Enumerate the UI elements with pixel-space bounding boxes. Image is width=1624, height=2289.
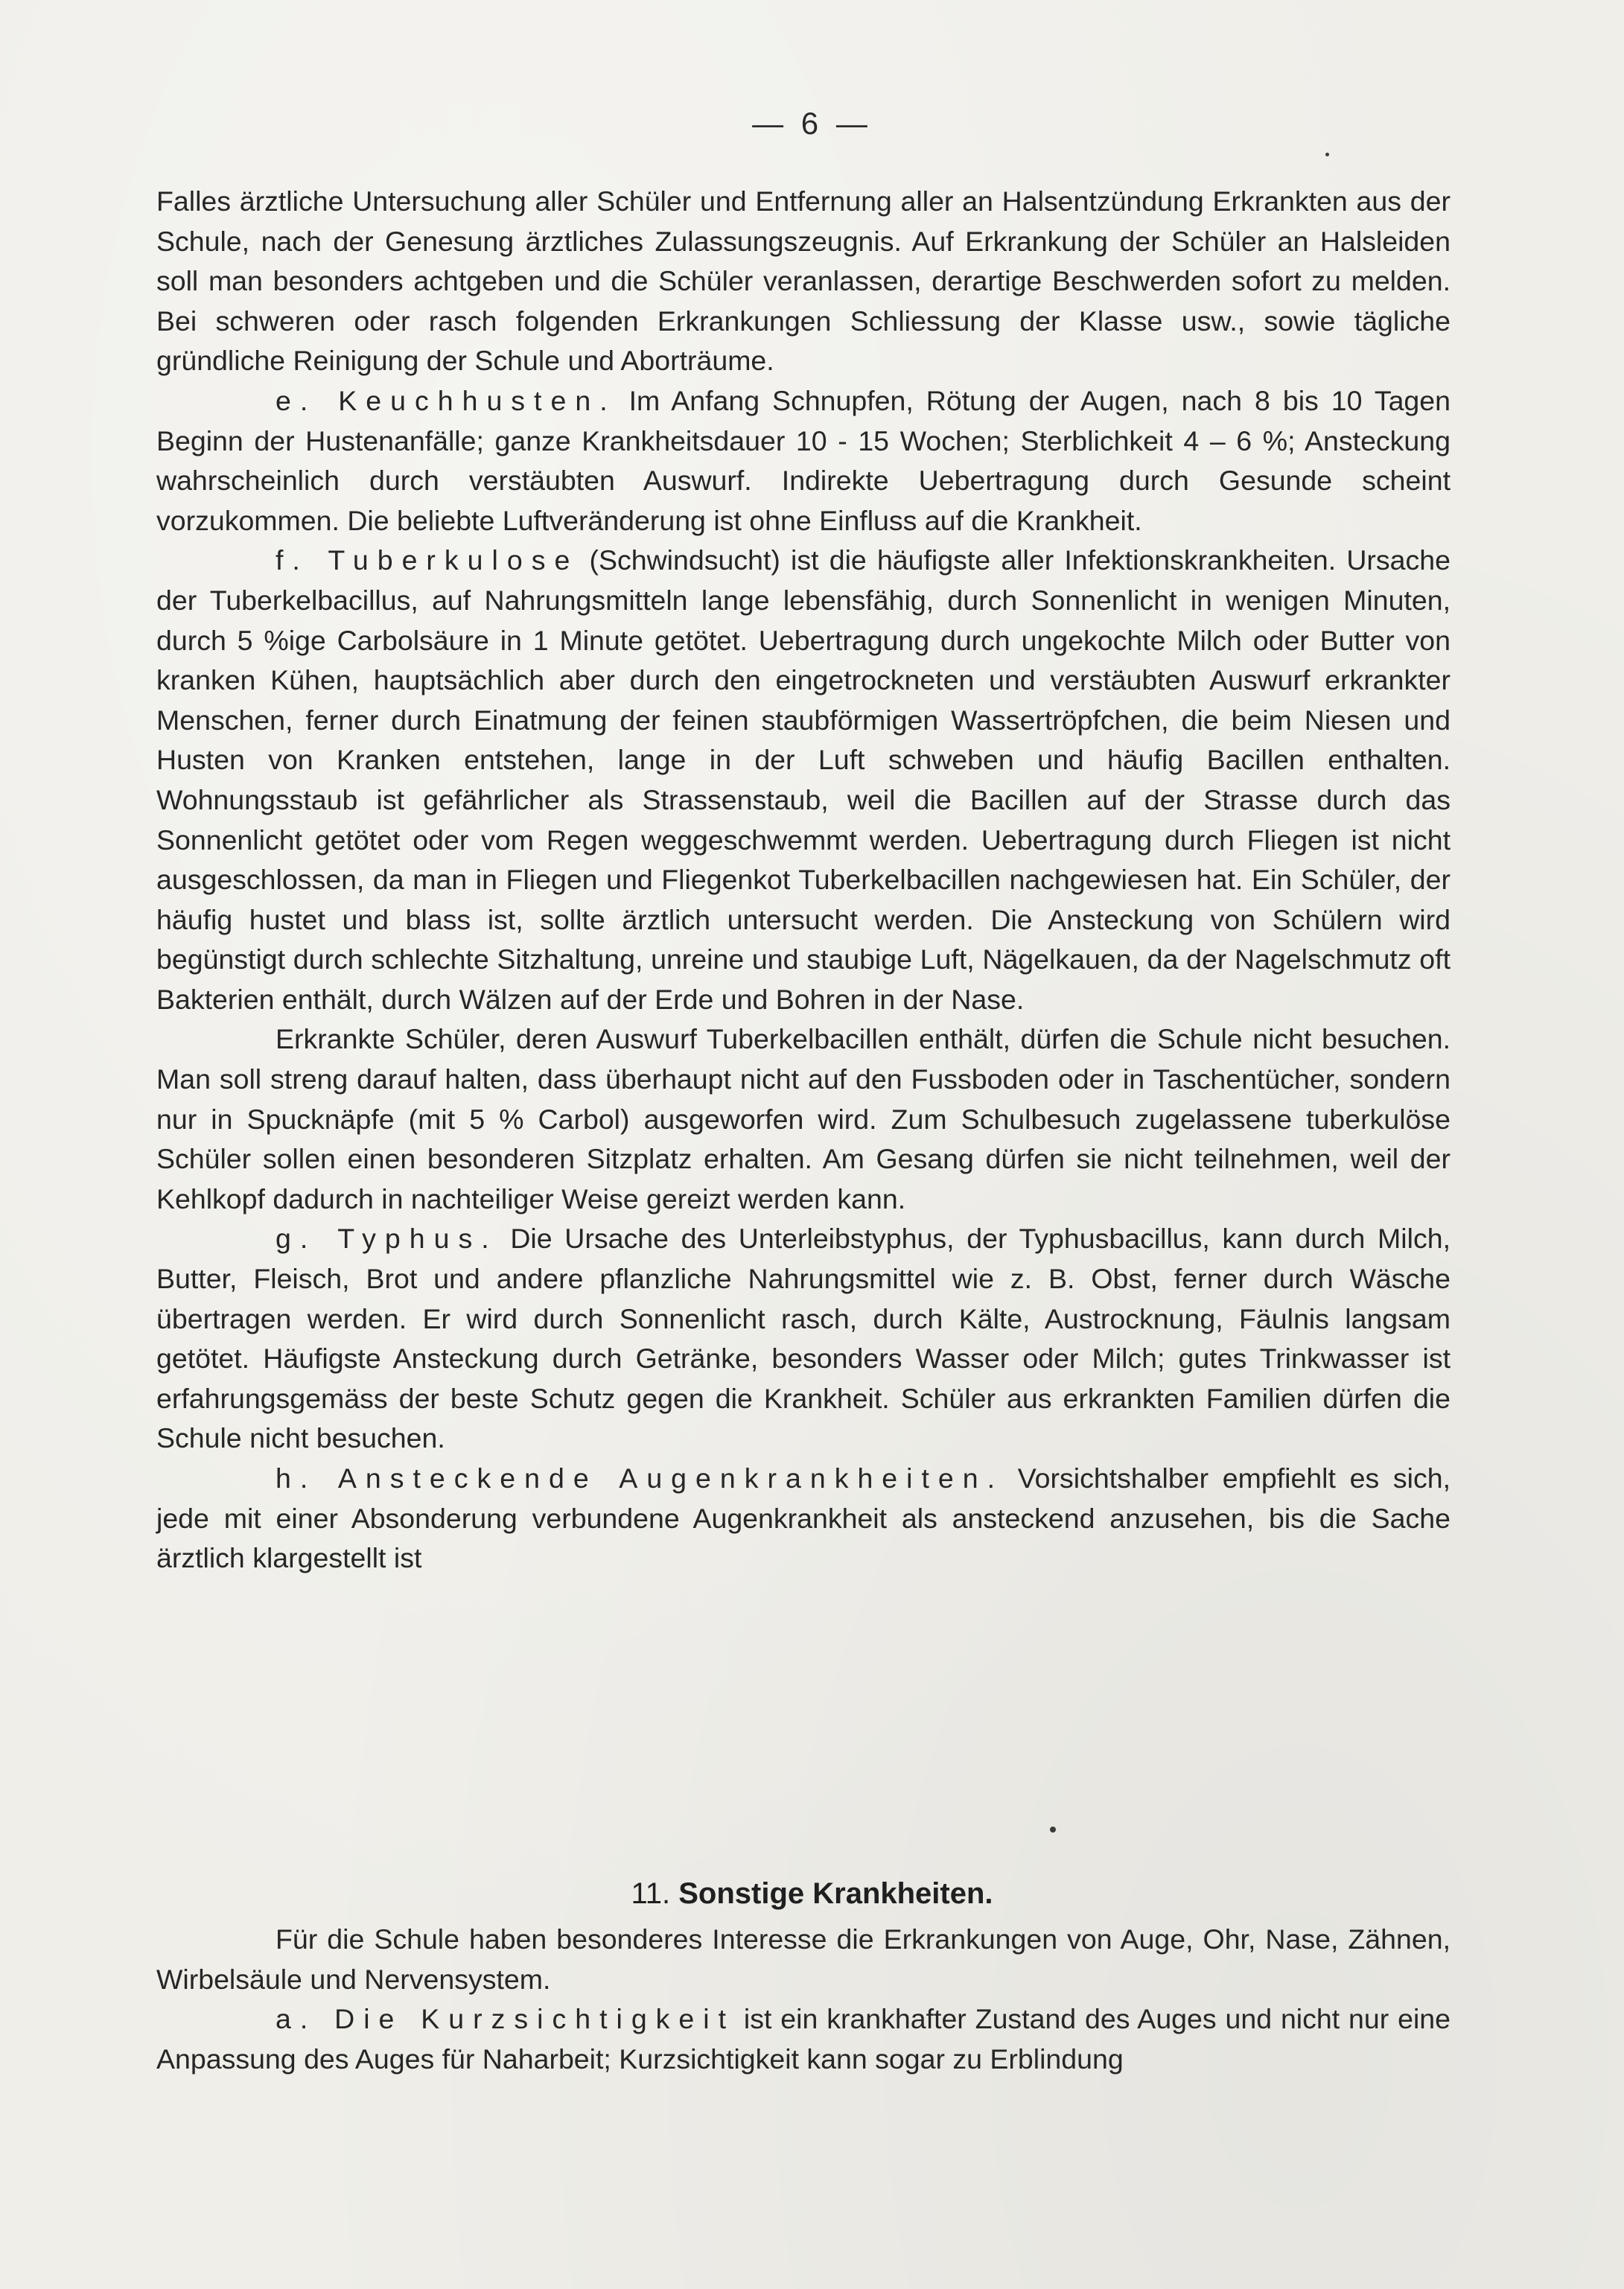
item-label-augenkrankheiten: h. Ansteckende Augenkrankheiten. [276, 1462, 1004, 1494]
paragraph-text: (Schwindsucht) ist die häufigste aller Infektionskrankheiten. Ursache der Tuberkelbacillus, auf Nahrungsmitteln lange lebensfähig, durch Sonnenlicht in wenigen Minuten, durch 5 %ige Carbolsäure in 1 Minute getötet. Uebertragung durch ungekochte Milch oder Butter von kranken Kühen, hauptsächlich aber durch den eingetrockneten und verstäubten Auswurf erkrankter Menschen, ferner durch Einatmung der feinen staubförmigen Wassertröpfchen, die beim Niesen und Husten von Kranken entstehen, lange in der Luft schweben und häufig Bacillen enthalten. Wohnungsstaub ist gefährlicher als Strassenstaub, weil die Bacillen auf der Strasse durch das Sonnenlicht getötet oder vom Regen weggeschwemmt werden. Uebertragung durch Fliegen ist nicht ausgeschlossen, da man in Fliegen und Fliegenkot Tuberkelbacillen nachgewiesen hat. Ein Schüler, der häufig hustet und blass ist, sollte ärztlich untersucht werden. Die Ansteckung von Schülern wird begünstigt durch schlechte Sitzhaltung, unreine und staubige Luft, Nägelkauen, da der Nagelschmutz oft Bakterien enthält, durch Wälzen auf der Erde und Bohren in der Nase. [156, 544, 1451, 1015]
item-label-typhus: g. Typhus. [276, 1223, 498, 1255]
item-label-tuberkulose: f. Tuberkulose [276, 544, 579, 576]
paragraph-text: Die Ursache des Unterleibstyphus, der Typhusbacillus, kann durch Milch, Butter, Fleisch, Brot und andere pflanzliche Nahrungsmittel wie z. B. Obst, ferner durch Wäsche übertragen werden. Er wird durch Sonnenlicht rasch, durch Kälte, Austrocknung, Fäulnis langsam getötet. Häufigste Ansteckung durch Getränke, besonders Wasser oder Milch; gutes Trinkwasser ist erfahrungsgemäss der beste Schutz gegen die Krankheit. Schüler aus erkrankten Familien dürfen die Schule nicht besuchen. [156, 1223, 1451, 1454]
body-text-upper [156, 182, 1451, 1579]
section-heading [0, 1873, 1624, 1914]
item-label-kurzsichtigkeit: a. Die Kurzsichtigkeit [276, 2003, 736, 2035]
paragraph-text: ist ein krankhafter Zustand des Auges und nicht nur eine Anpassung des Auges für Naharbeit; Kurzsichtigkeit kann sogar zu Erblindung [156, 2003, 1451, 2075]
paragraph-text: Vorsichtshalber empfiehlt es sich, jede mit einer Absonderung verbundene Augenkrankheit als ansteckend anzusehen, bis die Sache ärztlich klargestellt ist [156, 1462, 1451, 1574]
paragraph-text: Für die Schule haben besonderes Interesse die Erkrankungen von Auge, Ohr, Nase, Zähnen, Wirbelsäule und Nervensystem. [156, 1923, 1451, 1995]
paragraph-text: Falles ärztliche Untersuchung aller Schüler und Entfernung aller an Halsentzündung Erkrankten aus der Schule, nach der Genesung ärztliches Zulassungszeugnis. Auf Erkrankung der Schüler an Halsleiden soll man besonders achtgeben und die Schüler veranlassen, derartige Beschwerden sofort zu melden. Bei schweren oder rasch folgenden Erkrankungen Schliessung der Klasse usw., sowie tägliche gründliche Reinigung der Schule und Aborträume. [156, 185, 1451, 377]
section-title: Sonstige Krankheiten. [678, 1877, 993, 1910]
section-number: 11. [631, 1877, 671, 1910]
paragraph-sonstige-intro [156, 1920, 1451, 1999]
ink-speck [1325, 153, 1329, 156]
paragraph-keuchhusten [156, 381, 1451, 541]
paragraph-halsentzuendung-measures [156, 182, 1451, 381]
paragraph-augenkrankheiten [156, 1459, 1451, 1579]
page-number: — 6 — [752, 106, 872, 141]
paragraph-tuberkulose [156, 541, 1451, 1019]
paragraph-tuberkulose-schueler [156, 1019, 1451, 1219]
item-label-keuchhusten: e. Keuchhusten. [276, 384, 617, 416]
paragraph-kurzsichtigkeit [156, 1999, 1451, 2079]
body-text-lower [156, 1920, 1451, 2079]
ink-speck [1050, 1827, 1056, 1833]
paragraph-text: Erkrankte Schüler, deren Auswurf Tuberkelbacillen enthält, dürfen die Schule nicht besuchen. Man soll streng darauf halten, dass überhaupt nicht auf den Fussboden oder in Taschentücher, sondern nur in Spucknäpfe (mit 5 % Carbol) ausgeworfen wird. Zum Schulbesuch zugelassene tuberkulöse Schüler sollen einen besonderen Sitzplatz erhalten. Am Gesang dürfen sie nicht teilnehmen, weil der Kehlkopf dadurch in nachteiliger Weise gereizt werden kann. [156, 1023, 1451, 1214]
paragraph-text: Im Anfang Schnupfen, Rötung der Augen, nach 8 bis 10 Tagen Beginn der Hustenanfälle; ganze Krankheitsdauer 10 - 15 Wochen; Sterblichkeit 4 – 6 %; Ansteckung wahrscheinlich durch verstäubten Auswurf. Indirekte Uebertragung durch Gesunde scheint vorzukommen. Die beliebte Luftveränderung ist ohne Einfluss auf die Krankheit. [156, 384, 1451, 536]
paragraph-typhus [156, 1219, 1451, 1459]
